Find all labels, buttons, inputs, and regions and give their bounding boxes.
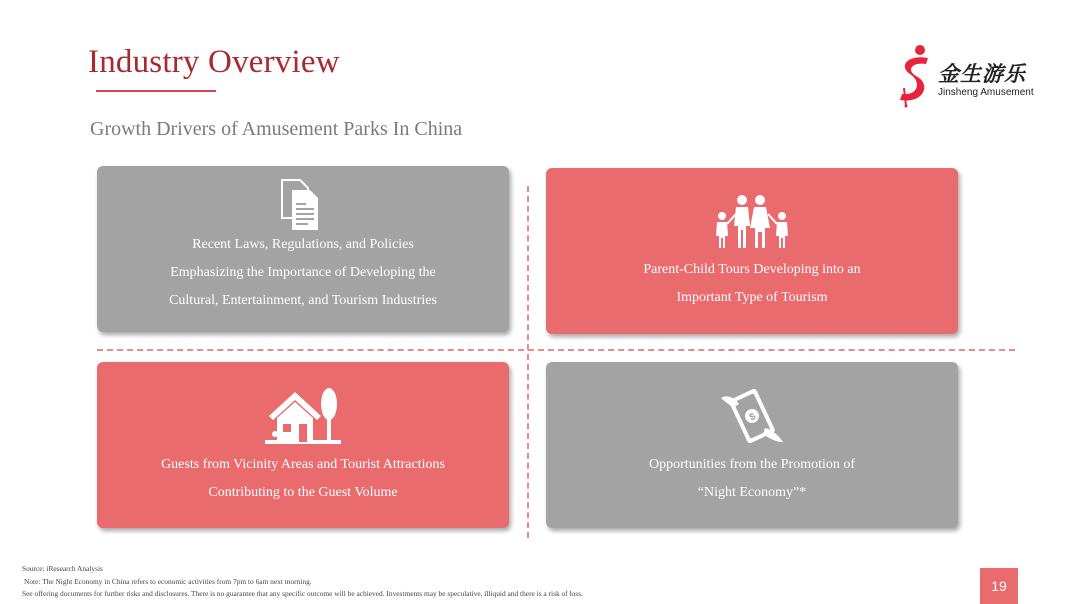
card-text-line: Important Type of Tourism (676, 290, 828, 305)
card-vicinity-guests (97, 362, 509, 528)
card-policies (97, 166, 509, 332)
horizontal-divider (97, 349, 1015, 351)
card-text-line: Opportunities from the Promotion of (648, 457, 856, 472)
card-text-line: Guests from Vicinity Areas and Tourist Attractions (161, 457, 445, 472)
family-icon (712, 194, 792, 250)
title-underline (96, 90, 216, 92)
vertical-divider (527, 186, 529, 538)
card-text-line: Recent Laws, Regulations, and Policies (192, 237, 414, 252)
card-text-line: Parent-Child Tours Developing into an (643, 262, 861, 277)
logo-mark-icon (894, 44, 938, 108)
logo-english-text: Jinsheng Amusement (938, 87, 1034, 98)
card-text-line: Cultural, Entertainment, and Tourism Industries (169, 293, 437, 308)
footer-note: Note: The Night Economy in China refers to economic activities from 7pm to 6am next morning. (24, 577, 312, 586)
flying-money-icon (717, 386, 787, 446)
page-title: Industry Overview (88, 44, 340, 80)
company-logo (894, 44, 1054, 108)
house-icon (265, 386, 341, 446)
footer-disclaimer: See offering documents for further risks and disclosures. There is no guarantee that any specific outcome will be achieved. Investments may be speculative, illiquid and there is a risk of loss. (22, 589, 583, 598)
card-night-economy (546, 362, 958, 528)
document-icon (278, 178, 328, 232)
card-text-line: “Night Economy”* (697, 485, 807, 500)
card-text-line: Contributing to the Guest Volume (208, 485, 398, 500)
logo-chinese-text: 金生游乐 (938, 62, 1026, 86)
footer-source: Source: iResearch Analysis (22, 564, 103, 573)
page-subtitle: Growth Drivers of Amusement Parks In China (90, 118, 463, 140)
page-number: 19 (980, 568, 1018, 604)
card-parent-child (546, 168, 958, 334)
card-text-line: Emphasizing the Importance of Developing the (170, 265, 436, 280)
svg-text:$: $ (747, 411, 758, 424)
